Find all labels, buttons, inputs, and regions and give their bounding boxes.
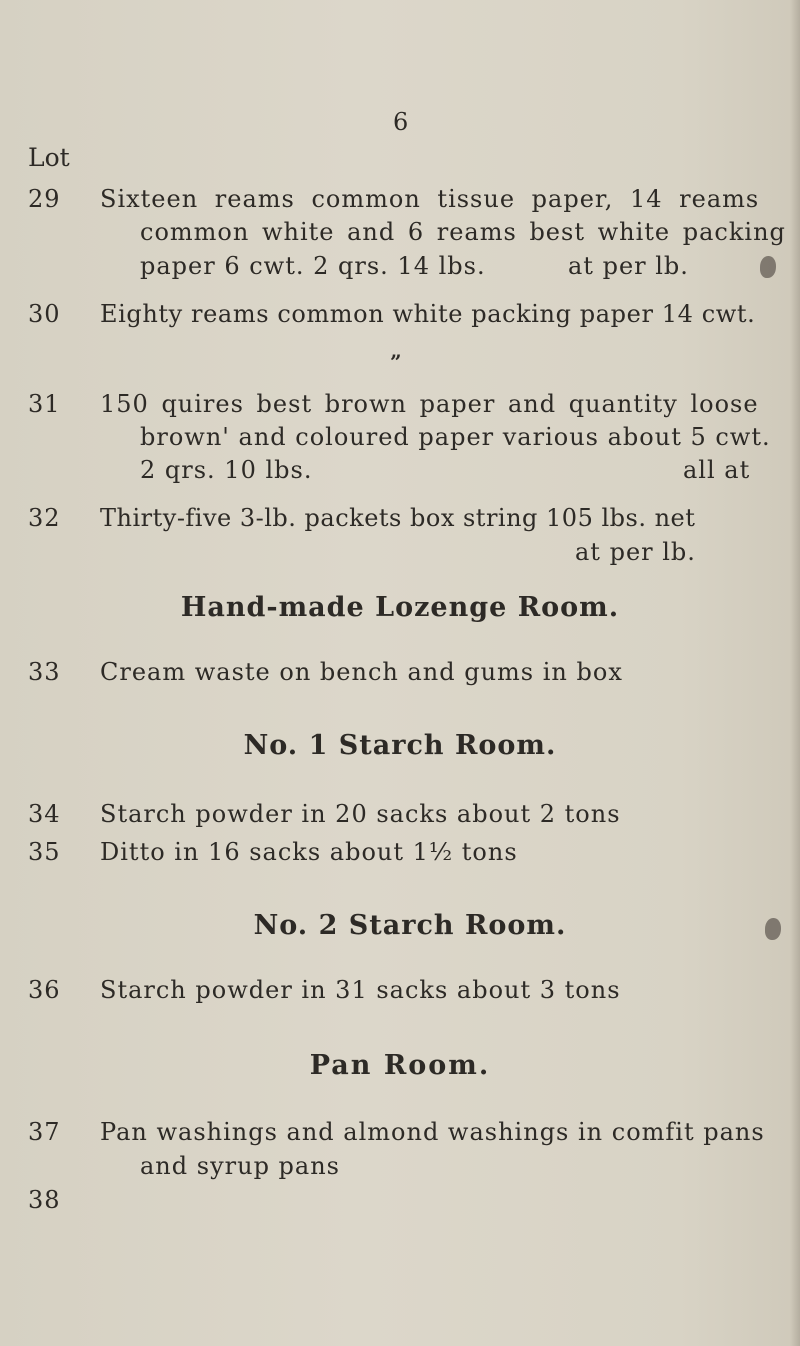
- section-heading-starch-room-1: No. 1 Starch Room.: [243, 730, 557, 761]
- lot-description-line: 150 quires best brown paper and quantity loose: [100, 390, 759, 418]
- section-heading-lozenge-room: Hand-made Lozenge Room.: [180, 592, 620, 623]
- lot-description-line: common white and 6 reams best white packing: [140, 218, 786, 246]
- lot-price-note: at per lb.: [568, 252, 689, 280]
- lot-description-line: and syrup pans: [140, 1152, 340, 1180]
- page-number: 6: [393, 108, 409, 136]
- lot-description-line: Starch powder in 31 sacks about 3 tons: [100, 976, 621, 1004]
- lot-price-note: at per lb.: [575, 538, 696, 566]
- ink-blot: [765, 918, 781, 940]
- ink-blot: [760, 256, 776, 278]
- lot-number: 33: [28, 658, 61, 686]
- ditto-mark: ”: [390, 350, 402, 374]
- lot-number: 38: [28, 1186, 61, 1214]
- lot-price-note: all at: [683, 456, 751, 484]
- lot-number: 37: [28, 1118, 61, 1146]
- lot-description-line: Eighty reams common white packing paper 14 cwt.: [100, 300, 756, 328]
- page-edge-shadow: [790, 0, 800, 1346]
- lot-description-line: Ditto in 16 sacks about 1½ tons: [100, 838, 518, 866]
- section-heading-pan-room: Pan Room.: [309, 1050, 491, 1081]
- lot-description-line: Starch powder in 20 sacks about 2 tons: [100, 800, 621, 828]
- lot-description-line: brown' and coloured paper various about 5 cwt.: [140, 423, 771, 451]
- lot-column-header: Lot: [28, 143, 70, 172]
- lot-number: 30: [28, 300, 61, 328]
- lot-number: 29: [28, 185, 61, 213]
- lot-number: 35: [28, 838, 61, 866]
- lot-description-line: Sixteen reams common tissue paper, 14 reams: [100, 185, 760, 213]
- lot-description-line: Cream waste on bench and gums in box: [100, 658, 623, 686]
- lot-number: 31: [28, 390, 61, 418]
- lot-description-line: Thirty-five 3-lb. packets box string 105 lbs. net: [100, 504, 696, 532]
- lot-number: 34: [28, 800, 61, 828]
- lot-description-line: Pan washings and almond washings in comfit pans: [100, 1118, 765, 1146]
- section-heading-starch-room-2: No. 2 Starch Room.: [253, 910, 567, 941]
- lot-description-line: paper 6 cwt. 2 qrs. 14 lbs.: [140, 252, 486, 280]
- lot-number: 36: [28, 976, 61, 1004]
- lot-number: 32: [28, 504, 61, 532]
- lot-description-line: 2 qrs. 10 lbs.: [140, 456, 313, 484]
